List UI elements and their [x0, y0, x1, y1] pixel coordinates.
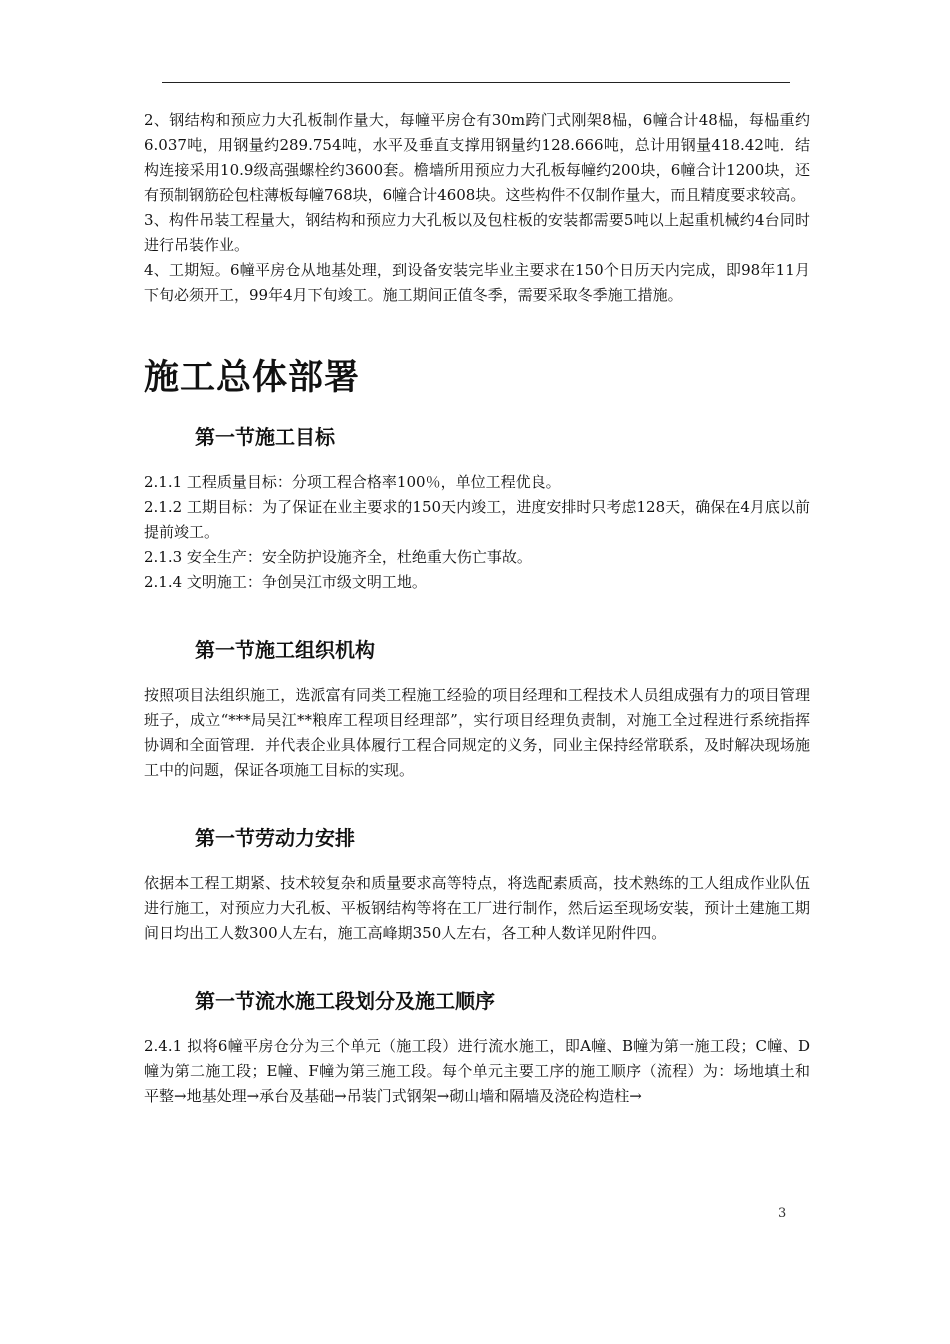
header-rule: [162, 82, 790, 83]
paragraph: 2.1.1 工程质量目标：分项工程合格率100％，单位工程优良。: [144, 473, 561, 491]
paragraph: 2.1.2 工期目标：为了保证在业主要求的150天内竣工，进度安排时只考虑128天，确保在4月底以前提前竣工。: [144, 498, 810, 541]
section-heading: 第一节施工组织机构: [195, 638, 375, 662]
paragraph: 2.1.4 文明施工：争创吴江市级文明工地。: [144, 573, 427, 591]
section-heading: 第一节劳动力安排: [195, 826, 355, 850]
paragraph: 4、工期短。6幢平房仓从地基处理，到设备安装完毕业主要求在150个日历天内完成，即98年11月下旬必须开工，99年4月下旬竣工。施工期间正值冬季，需要采取冬季施工措施。: [144, 261, 810, 304]
paragraph: 2.4.1 拟将6幢平房仓分为三个单元（施工段）进行流水施工，即A幢、B幢为第一施工段；C幢、D幢为第二施工段；E幢、F幢为第三施工段。每个单元主要工序的施工顺序（流程）为：场地填土和平整→地基处理→承台及基础→吊装门式钢架→砌山墙和隔墙及浇砼构造柱→: [144, 1037, 810, 1105]
page-number: 3: [778, 1206, 787, 1221]
paragraph: 2.1.3 安全生产：安全防护设施齐全，杜绝重大伤亡事故。: [144, 548, 532, 566]
paragraph: 3、构件吊装工程量大，钢结构和预应力大孔板以及包柱板的安装都需要5吨以上起重机械约4台同时进行吊装作业。: [144, 211, 810, 254]
chapter-title: 施工总体部署: [144, 358, 361, 398]
paragraph: 按照项目法组织施工，选派富有同类工程施工经验的项目经理和工程技术人员组成强有力的项目管理班子，成立“***局吴江**粮库工程项目经理部”，实行项目经理负责制，对施工全过程进行系统指挥协调和全面管理．并代表企业具体履行工程合同规定的义务，同业主保持经常联系，及时解决现场施工中的问题，保证各项施工目标的实现。: [144, 686, 810, 779]
section-heading: 第一节流水施工段划分及施工顺序: [195, 989, 495, 1013]
paragraph: 依据本工程工期紧、技术较复杂和质量要求高等特点，将选配素质高，技术熟练的工人组成作业队伍进行施工，对预应力大孔板、平板钢结构等将在工厂进行制作，然后运至现场安装，预计土建施工期间日均出工人数300人左右，施工高峰期350人左右，各工种人数详见附件四。: [144, 874, 810, 942]
paragraph: 2、钢结构和预应力大孔板制作量大，每幢平房仓有30m跨门式刚架8榀，6幢合计48榀，每榀重约6.037吨，用钢量约289.754吨，水平及垂直支撑用钢量约128.666吨，总计用钢量418.42吨．结构连接采用10.9级高强螺栓约3600套。檐墙所用预应力大孔板每幢约200块，6幢合计1200块，还有预制钢筋砼包柱薄板每幢768块，6幢合计4608块。这些构件不仅制作量大，而且精度要求较高。: [144, 111, 810, 204]
section-heading: 第一节施工目标: [195, 425, 335, 449]
document-body: [144, 108, 810, 1109]
